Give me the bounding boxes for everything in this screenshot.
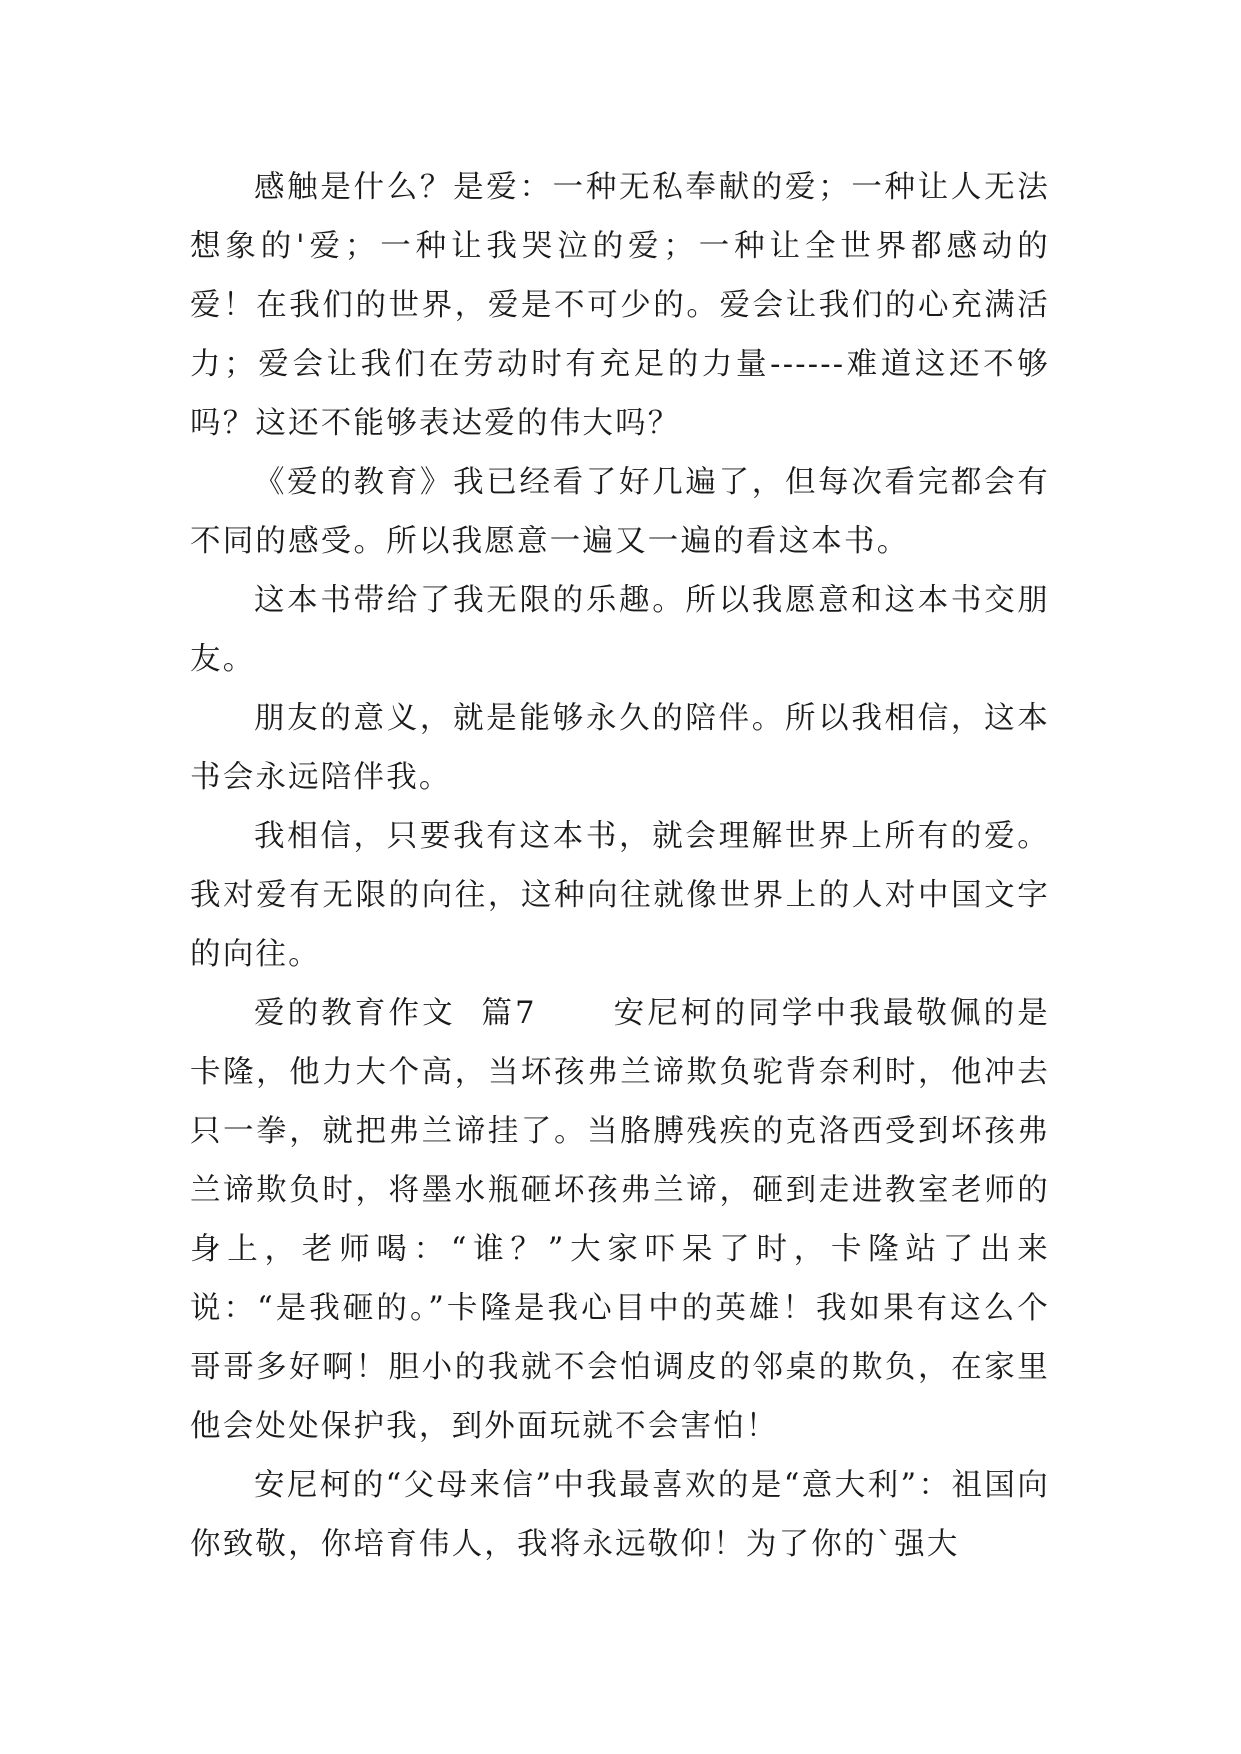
paragraph-4: 朋友的意义，就是能够永久的陪伴。所以我相信，这本书会永远陪伴我。 bbox=[190, 701, 1050, 795]
paragraph-1: 感触是什么？是爱：一种无私奉献的爱；一种让人无法想象的'爱；一种让我哭泣的爱；一种让全世界都感动的爱！在我们的世界，爱是不可少的。爱会让我们的心充满活力；爱会让我们在劳动时有充足的力量------难道这还不够吗？这还不能够表达爱的伟大吗？ bbox=[190, 170, 1050, 441]
paragraph-2: 《爱的教育》我已经看了好几遍了，但每次看完都会有不同的感受。所以我愿意一遍又一遍的看这本书。 bbox=[190, 465, 1050, 559]
paragraph-6: 爱的教育作文 篇7 安尼柯的同学中我最敬佩的是卡隆，他力大个高，当坏孩弗兰谛欺负驼背奈利时，他冲去只一拳，就把弗兰谛挂了。当胳膊残疾的克洛西受到坏孩弗兰谛欺负时，将墨水瓶砸坏孩弗兰谛，砸到走进教室老师的身上，老师喝：“谁？”大家吓呆了时，卡隆站了出来说：“是我砸的。”卡隆是我心目中的英雄！我如果有这么个哥哥多好啊！胆小的我就不会怕调皮的邻桌的欺负，在家里他会处处保护我，到外面玩就不会害怕！ bbox=[190, 996, 1050, 1444]
paragraph-5: 我相信，只要我有这本书，就会理解世界上所有的爱。我对爱有无限的向往，这种向往就像世界上的人对中国文字的向往。 bbox=[190, 819, 1050, 972]
paragraph-7: 安尼柯的“父母来信”中我最喜欢的是“意大利”：祖国向你致敬，你培育伟人，我将永远敬仰！为了你的`强大 bbox=[190, 1468, 1050, 1562]
paragraph-3: 这本书带给了我无限的乐趣。所以我愿意和这本书交朋友。 bbox=[190, 583, 1050, 677]
document-body bbox=[190, 158, 1050, 1574]
